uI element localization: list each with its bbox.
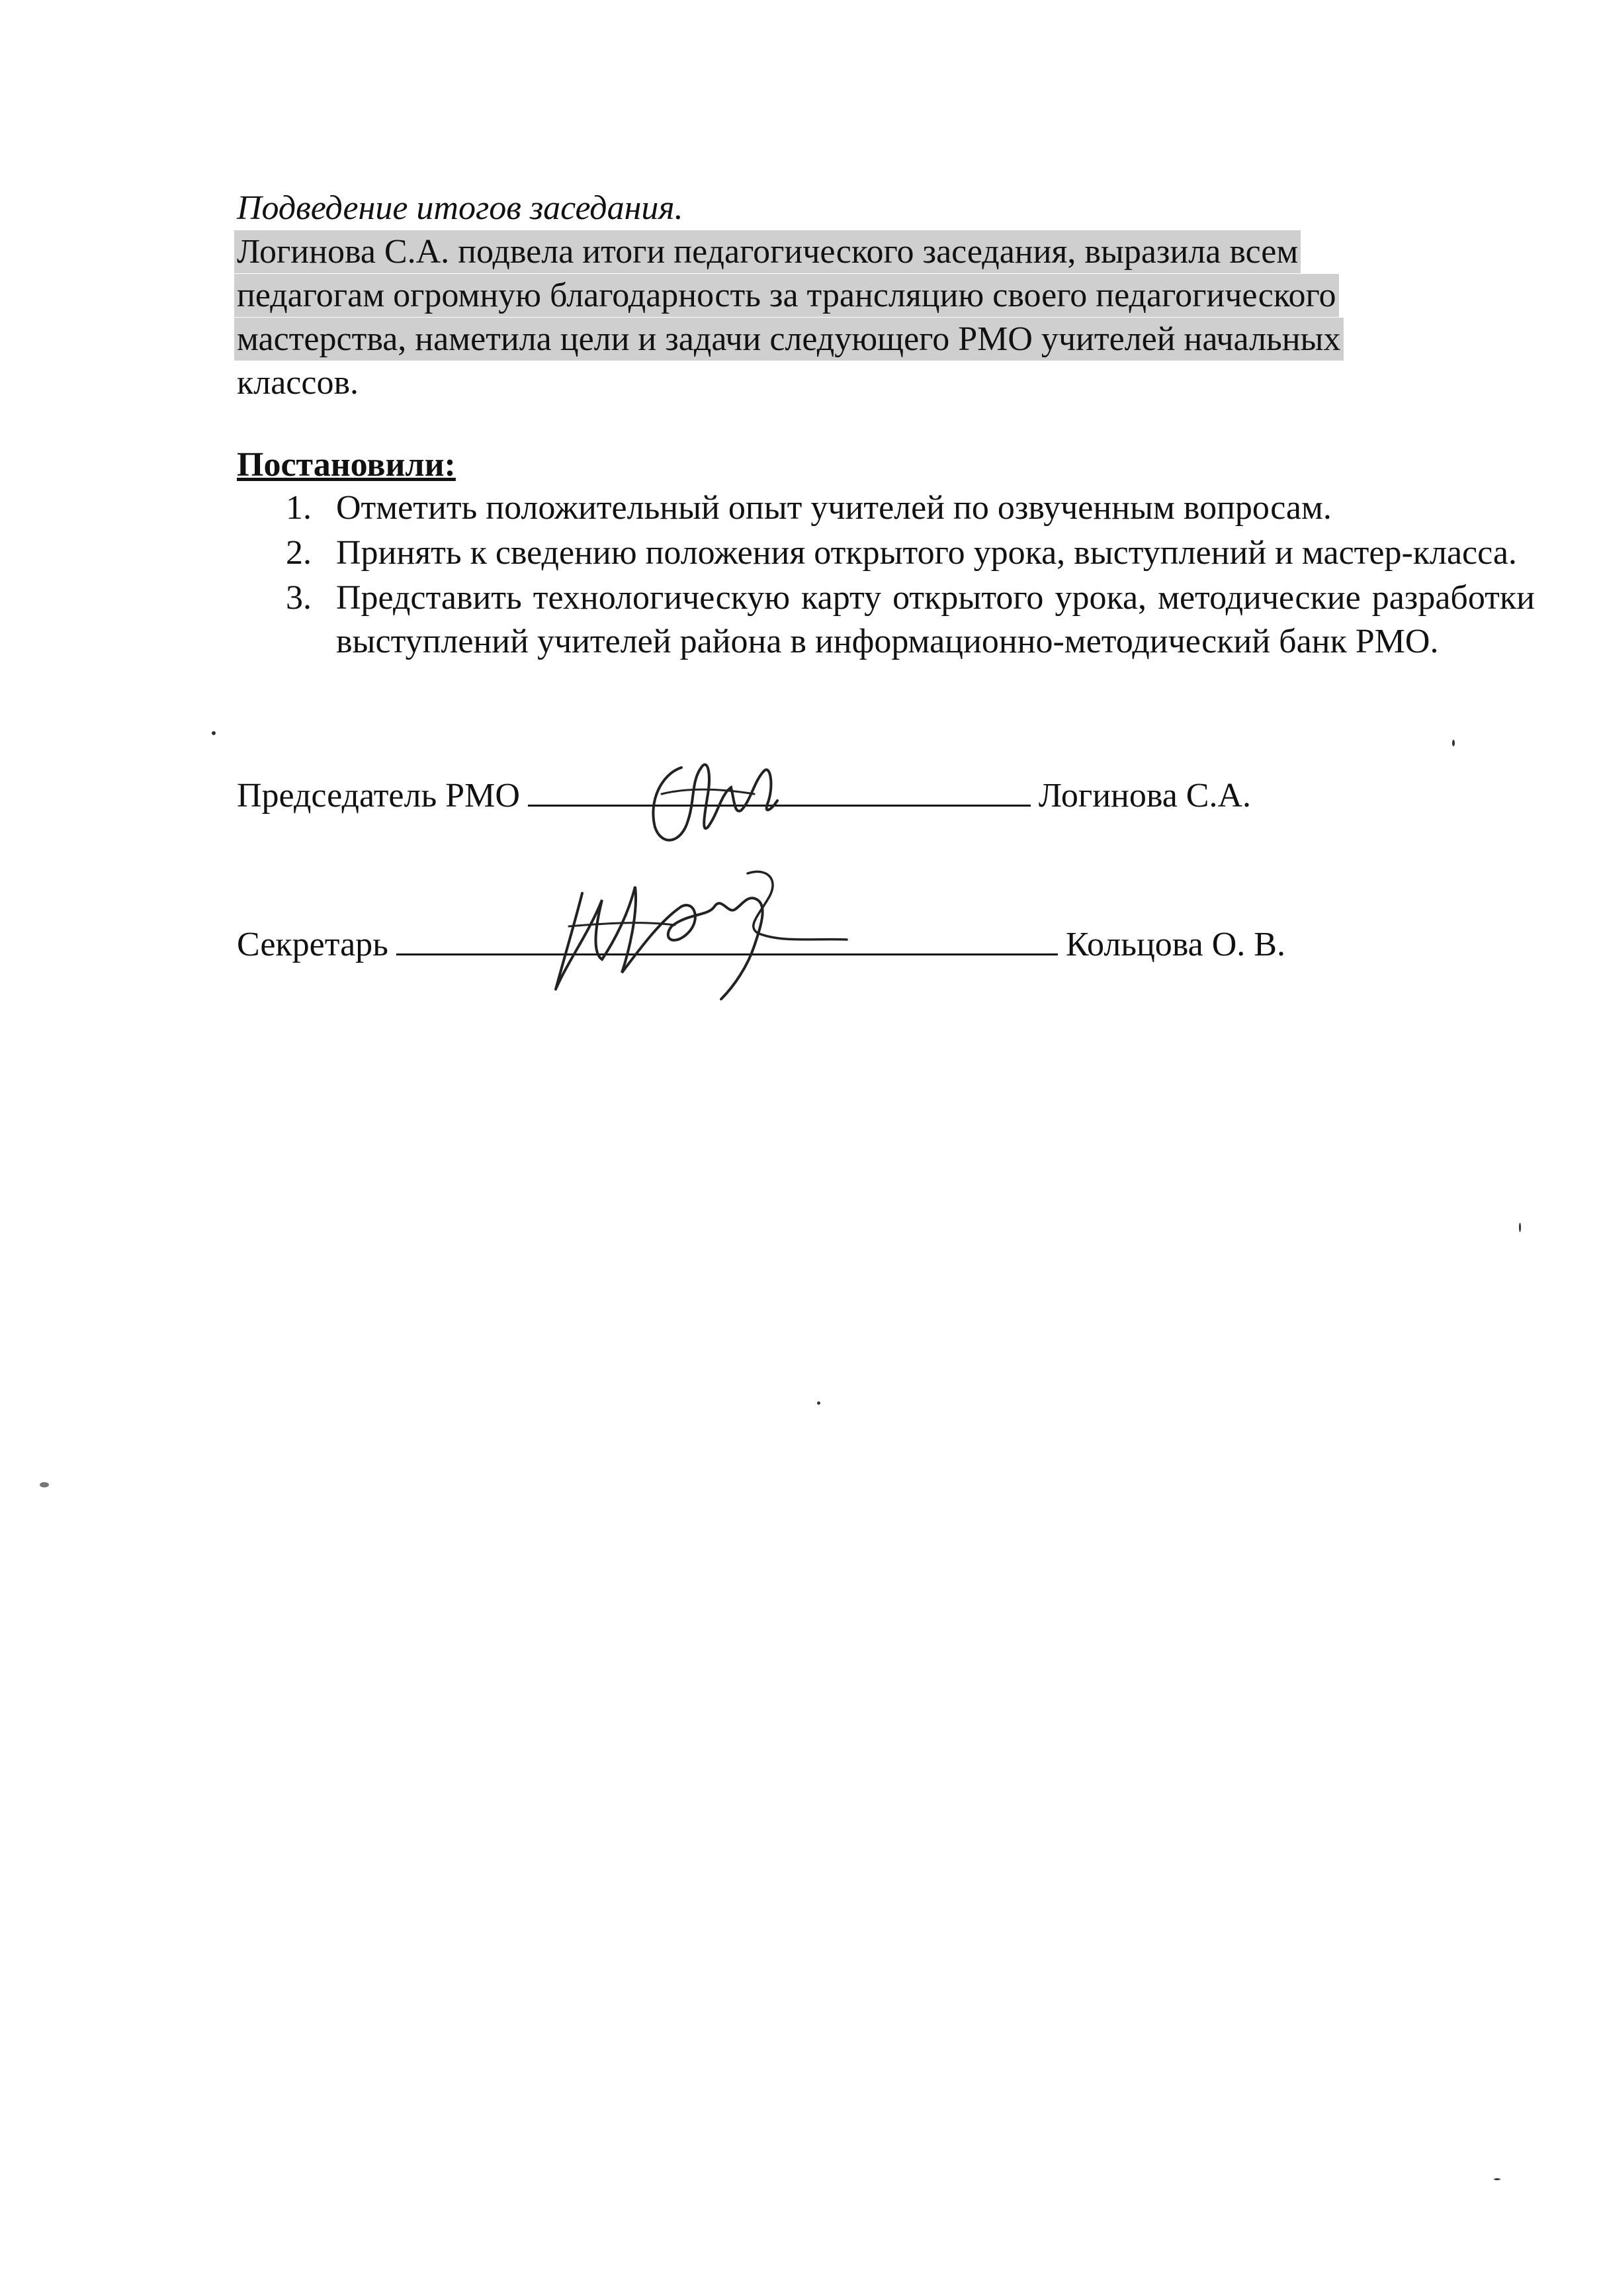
summary-paragraph [237, 230, 1494, 405]
scan-speck [40, 1482, 49, 1487]
resolution-item [278, 486, 1535, 530]
decided-title: Постановили: [237, 446, 456, 484]
scan-speck [1519, 1223, 1521, 1232]
scan-speck [212, 731, 216, 735]
resolution-list [278, 486, 1535, 665]
resolution-number: 1. [286, 489, 312, 527]
resolution-text: Принять к сведению положения открытого урока, выступлений и мастер-класса. [336, 534, 1517, 572]
summary-line: мастерства, наметила цели и задачи следующего РМО учителей начальных [237, 320, 1341, 358]
chair-role: Председатель РМО [237, 777, 520, 815]
resolution-item [278, 576, 1535, 664]
resolution-number: 3. [286, 579, 312, 617]
secretary-handwritten-signature [529, 860, 873, 1006]
secretary-role: Секретарь [237, 926, 388, 963]
resolution-number: 2. [286, 534, 312, 572]
summary-line: Логинова С.А. подвела итоги педагогического заседания, выразила всем [237, 233, 1299, 271]
chair-name: Логинова С.А. [1038, 777, 1252, 815]
chair-handwritten-signature [635, 748, 807, 860]
scan-speck [817, 1401, 820, 1405]
secretary-name: Кольцова О. В. [1065, 926, 1285, 963]
resolution-text: Представить технологическую карту открытого урока, методические разработки выступлений учителей района в информационно-методический банк РМО. [336, 579, 1535, 660]
summary-heading: Подведение итогов заседания. [237, 189, 683, 227]
summary-line: классов. [237, 364, 359, 402]
resolution-item [278, 531, 1535, 575]
summary-line: педагогам огромную благодарность за трансляцию своего педагогического [237, 277, 1336, 314]
scan-speck [1494, 2178, 1500, 2180]
resolution-text: Отметить положительный опыт учителей по озвученным вопросам. [336, 489, 1332, 527]
scan-speck [1452, 740, 1455, 746]
